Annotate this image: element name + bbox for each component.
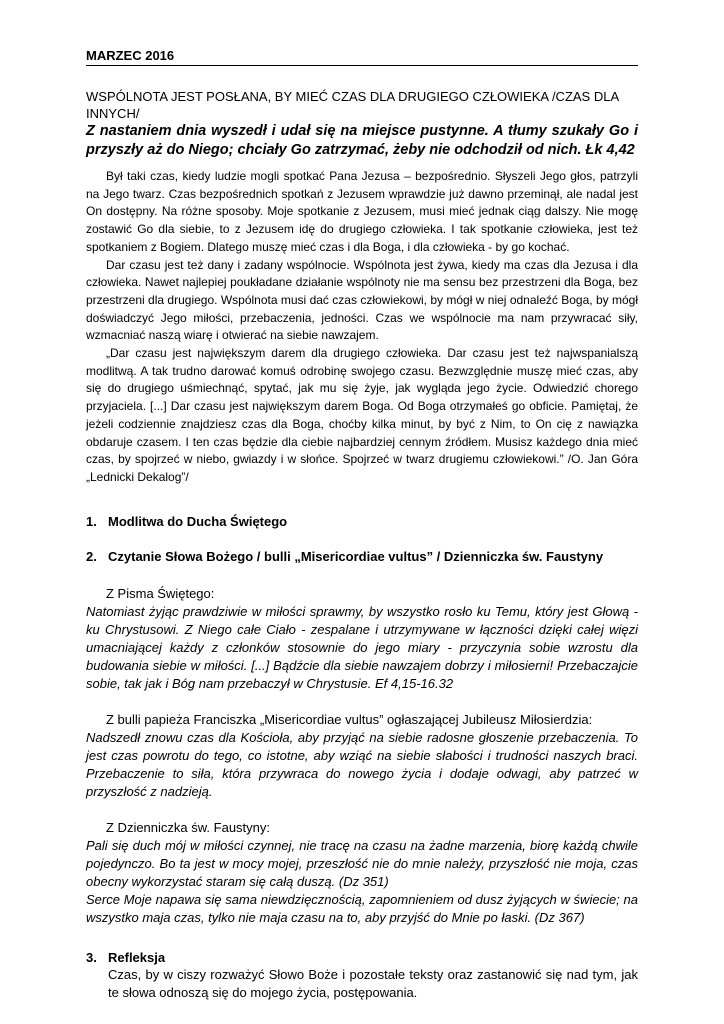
section-title: Modlitwa do Ducha Świętego — [108, 513, 288, 529]
section-title: Refleksja — [108, 949, 166, 965]
section-title: Czytanie Słowa Bożego / bulli „Misericordiae vultus” / Dzienniczka św. Faustyny — [108, 548, 604, 564]
section-heading — [86, 513, 638, 530]
reading-intro: Z bulli papieża Franciszka „Misericordiae vultus” ogłaszającej Jubileusz Miłosierdzia: — [106, 711, 593, 727]
reading-intro: Z Dzienniczka św. Faustyny: — [106, 819, 270, 835]
section-heading — [86, 548, 638, 565]
reading-text: Serce Moje napawa się sama niewdzięcznością, zapomnieniem od dusz żyjących w świecie; na wszystko maja czas, tylko nie maja czasu na to, aby przyjść do Mnie po łaski. (Dz 367) — [86, 891, 638, 925]
intro-paragraph: Był taki czas, kiedy ludzie mogli spotkać Pana Jezusa – bezpośrednio. Słyszeli Jego głos, patrzyli na Jego twarz. Czas bezpośrednich spotkań z Jezusem wprawdzie już dawno przeminął, ale nadal jest On dostępny. Na różne sposoby. Moje spotkanie z Jezusem, musi mieć jednak ciąg dalszy. Nie mogę zostawić Go dla siebie, to z Jezusem idę do drugiego człowieka. I tak spotkanie człowieka, jest też spotkaniem z Bogiem. Dlatego muszę mieć czas i dla Boga, i dla człowieka - by go kochać. — [86, 169, 638, 254]
section-number: 1. — [86, 513, 97, 529]
reading-text: Pali się duch mój w miłości czynnej, nie tracę na czasu na żadne marzenia, biorę każdą chwile pojedynczo. Bo ta jest w mocy mojej, przeszłość nie do mnie należy, przyszłość nie moja, czas obecny wykorzystać staram się całą duszą. (Dz 351) — [86, 837, 638, 889]
section-number: 2. — [86, 548, 97, 564]
reading-text: Natomiast żyjąc prawdziwie w miłości sprawmy, by wszystko rosło ku Temu, który jest Głową - ku Chrystusowi. Z Niego całe Ciało - zespalane i utrzymywane w łączności dzięki całej więzi umacniającej każdy z członków stosownie do jego miary - przyczynia sobie wzrostu dla budowania siebie w miłości. [...] Bądźcie dla siebie nawzajem dobrzy i miłosierni! Przebaczajcie sobie, tak jak i Bóg nam przebaczył w Chrystusie. Ef 4,15-16.32 — [86, 603, 638, 691]
motto-quote: Z nastaniem dnia wyszedł i udał się na miejsce pustynne. A tłumy szukały Go i przyszły aż do Niego; chciały Go zatrzymać, żeby nie odchodził od nich. Łk 4,42 — [86, 123, 638, 158]
intro-paragraph: Dar czasu jest też dany i zadany wspólnocie. Wspólnota jest żywa, kiedy ma czas dla Jezusa i dla człowieka. Nawet najlepiej poukładane działanie wspólnoty nie ma sensu bez przestrzeni dla Boga, bez przestrzeni dla drugiego. Wspólnota musi dać czas człowiekowi, by mógł w niej odnaleźć Boga, by mógł doświadczyć Jego miłości, przebaczenia, jedności. Czas we wspólnocie ma nam przywracać siły, wzmacniać naszą wiarę i otwierać na siebie nawzajem. — [86, 257, 638, 343]
page-header: MARZEC 2016 — [86, 48, 638, 66]
section-heading — [86, 949, 638, 966]
reflection-text: Czas, by w ciszy rozważyć Słowo Boże i pozostałe teksty oraz zastanowić się nad tym, jak te słowa odnoszą się do mojego życia, postępowania. — [108, 966, 638, 1000]
theme-title: WSPÓLNOTA JEST POSŁANA, BY MIEĆ CZAS DLA DRUGIEGO CZŁOWIEKA /CZAS DLA INNYCH/ — [86, 89, 619, 121]
reading-text: Nadszedł znowu czas dla Kościoła, aby przyjąć na siebie radosne głoszenie przebaczenia. To jest czas powrotu do tego, co istotne, aby wziąć na siebie słabości i trudności naszych braci. Przebaczenie to siła, która przywraca do nowego życia i dodaje odwagi, aby patrzeć w przyszłość z nadzieją. — [86, 729, 638, 799]
intro-paragraph: „Dar czasu jest największym darem dla drugiego człowieka. Dar czasu jest też najwspanialszą modlitwą. A tak trudno darować komuś odrobinę swojego czasu. Bezwzględnie muszę mieć czas, aby się do drugiego uśmiechnąć, spytać, jak mu się żyje, jak wygląda jego życie. Odwiedzić chorego przyjaciela. [...] Dar czasu jest największym darem Boga. Od Boga otrzymałeś go obficie. Pamiętaj, że jeżeli codziennie znajdziesz czas dla Boga, choćby kilka minut, by być z Nim, to On cię z nawiązka obdaruje czasem. I ten czas będzie dla ciebie najbardziej cennym źródłem. Musisz każdego dnia mieć czas, by spojrzeć w niebo, gwiazdy i w słońce. Spojrzeć w twarz drugiemu człowiekowi.” /O. Jan Góra „Lednicki Dekalog”/ — [86, 346, 638, 484]
reading-intro: Z Pisma Świętego: — [106, 585, 215, 601]
document-page — [86, 48, 638, 1002]
section-number: 3. — [86, 949, 97, 965]
